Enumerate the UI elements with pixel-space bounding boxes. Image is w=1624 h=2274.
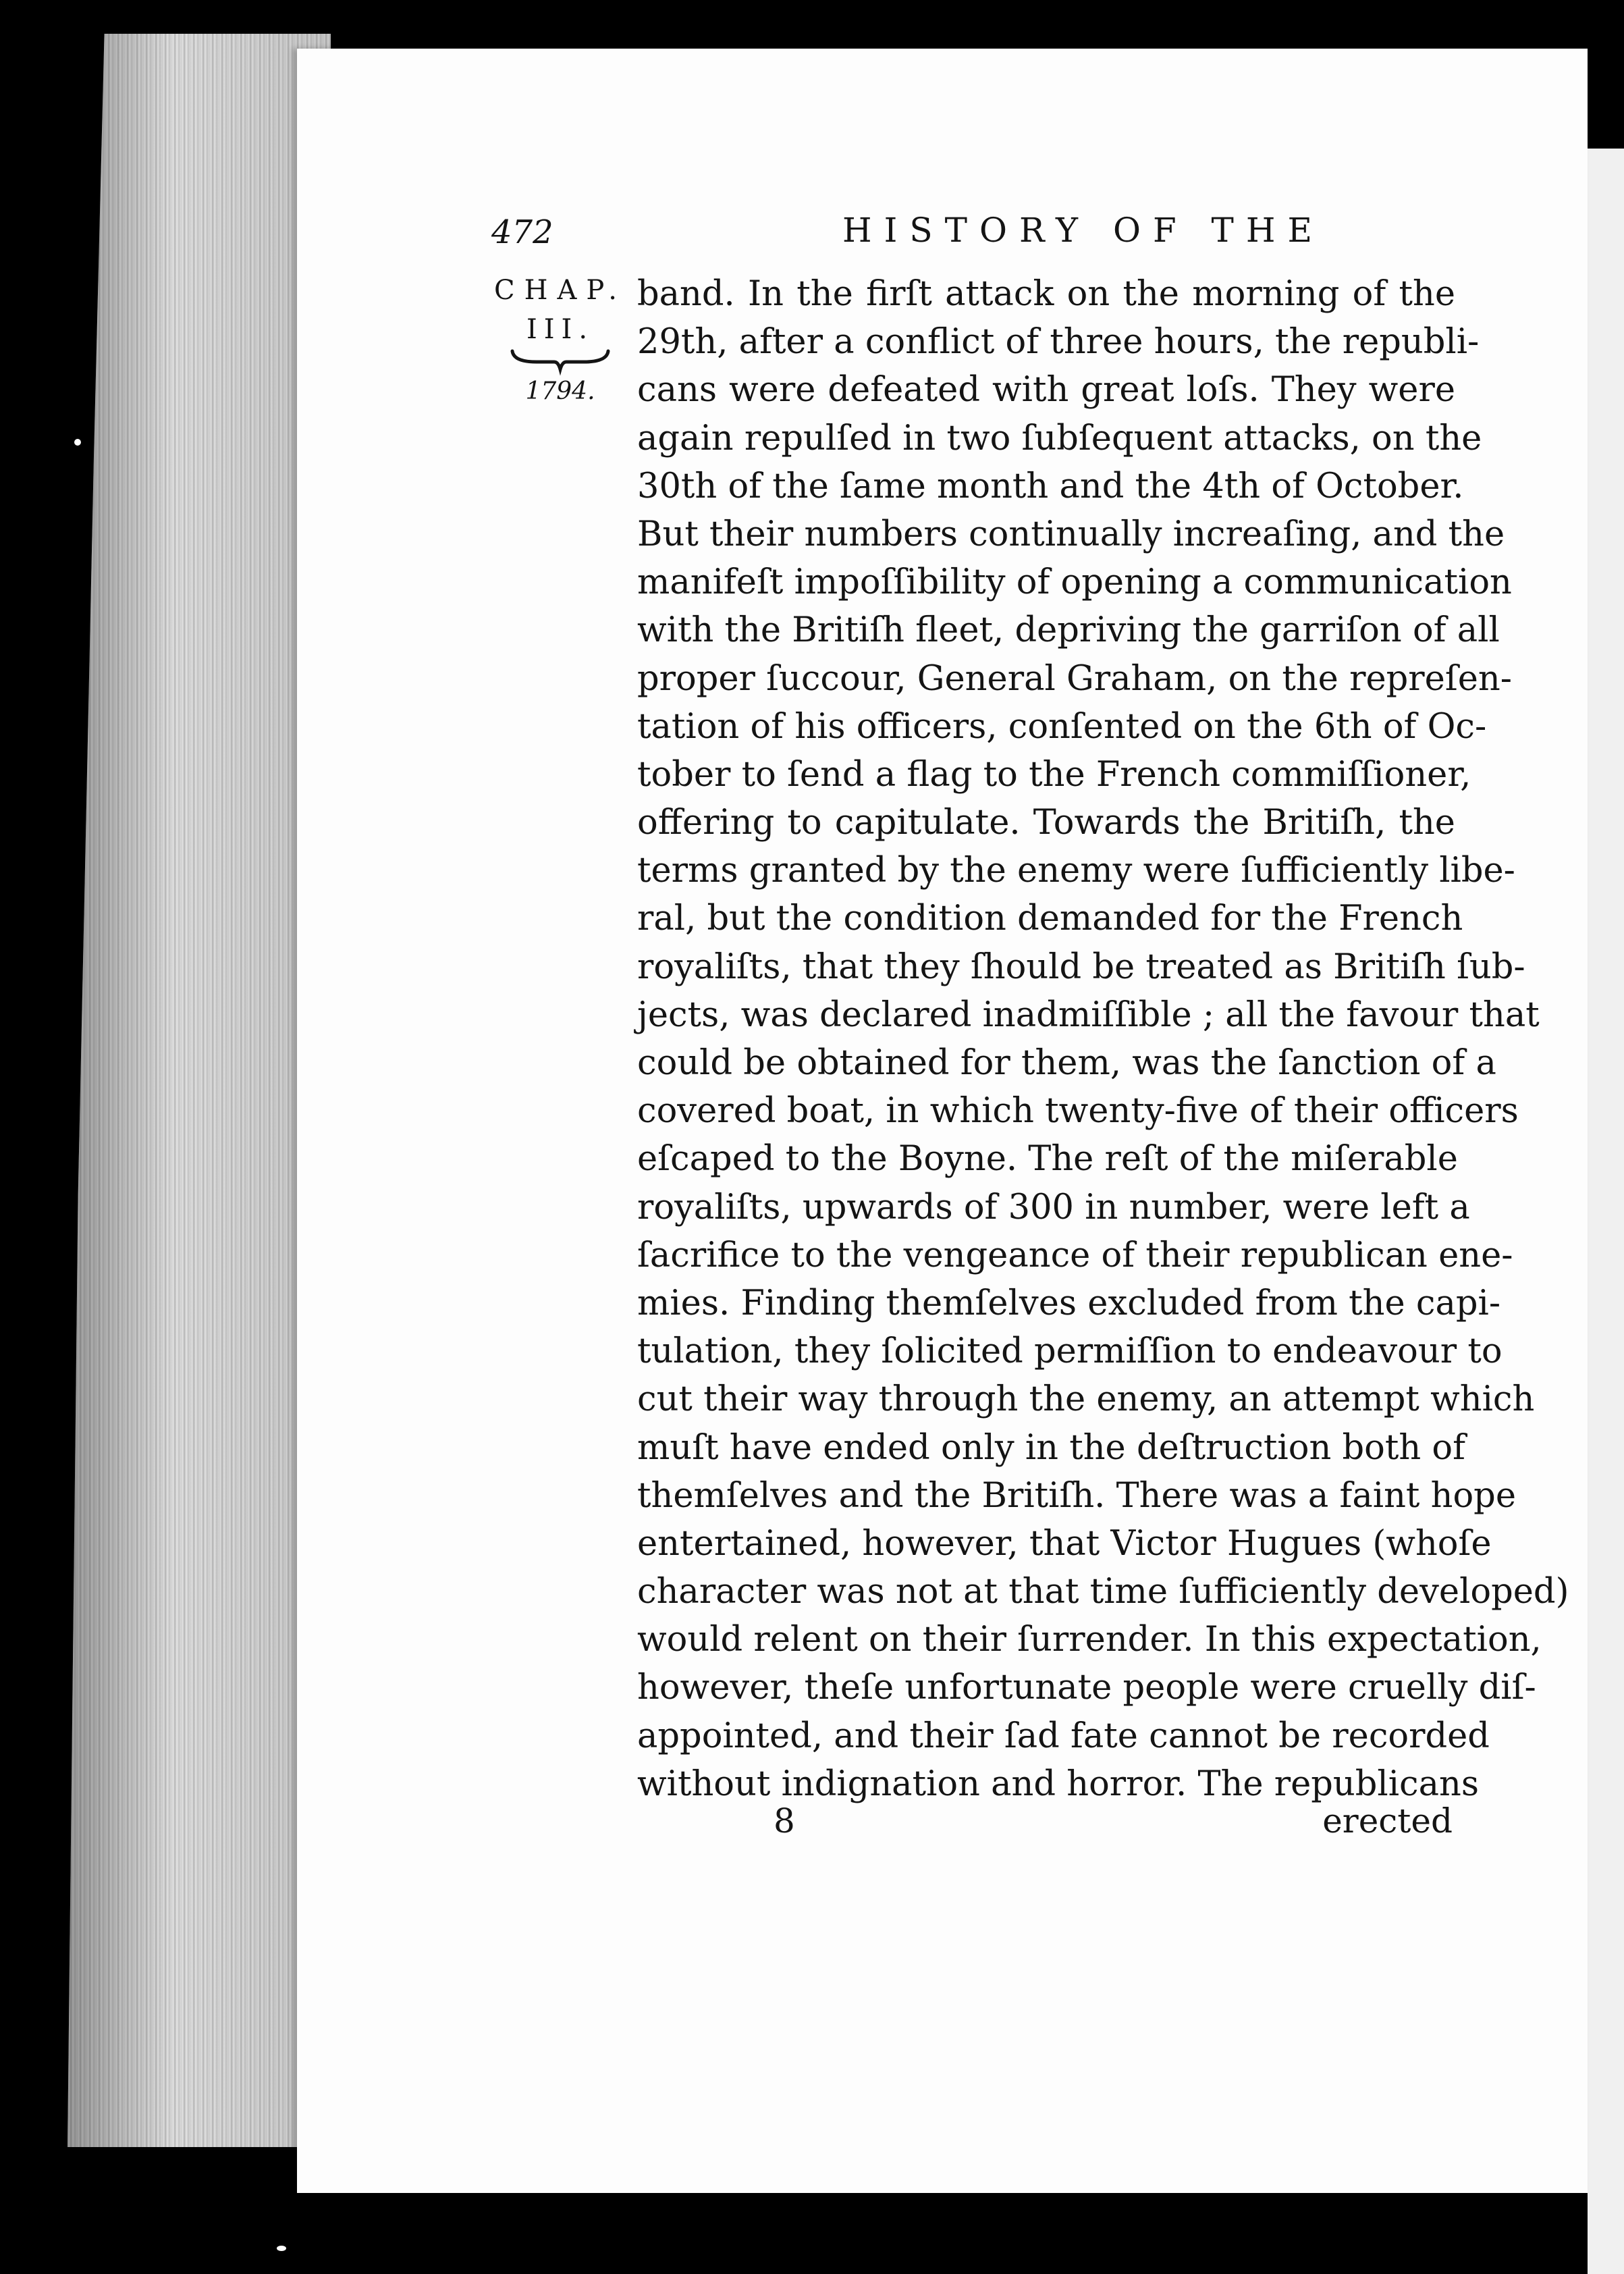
text-line: with the Britiſh fleet, depriving the garriſon of all <box>637 610 1500 651</box>
text-line: character was not at that time ſufficiently developed) <box>637 1572 1569 1612</box>
text-line: But their numbers continually increaſing, and the <box>637 514 1505 554</box>
facing-page-edge <box>1588 149 1624 2274</box>
text-line: band. In the firſt attack on the morning of the <box>637 274 1455 314</box>
text-line: again repulſed in two ſubſequent attacks, on the <box>637 418 1482 458</box>
text-line: manifeſt impoſſibility of opening a communication <box>637 562 1512 603</box>
text-line: without indignation and horror. The republicans <box>637 1764 1480 1804</box>
text-line: cut their way through the enemy, an attempt which <box>637 1379 1535 1420</box>
text-line: royaliſts, upwards of 300 in number, were left a <box>637 1187 1470 1227</box>
body-text <box>637 270 1569 1808</box>
text-line: tober to ſend a flag to the French commiſſioner, <box>637 754 1471 795</box>
text-line: 29th, after a conflict of three hours, the republi- <box>637 322 1480 363</box>
text-line: covered boat, in which twenty-five of their officers <box>637 1091 1519 1132</box>
chapter-label: CHAP. <box>494 275 626 306</box>
margin-year: 1794. <box>525 377 595 405</box>
text-line: tation of his officers, conſented on the 6th of Oc- <box>637 706 1487 747</box>
text-line: could be obtained for them, was the ſanction of a <box>637 1043 1496 1083</box>
text-line: would relent on their ſurrender. In this expectation, <box>637 1620 1542 1660</box>
text-line: royaliſts, that they ſhould be treated as Britiſh ſub- <box>637 947 1525 987</box>
text-line: muſt have ended only in the deſtruction both of <box>637 1427 1465 1468</box>
scan-speck <box>277 2246 286 2251</box>
running-head-title: HISTORY OF THE <box>842 211 1324 250</box>
text-line: however, theſe unfortunate people were cruelly diſ- <box>637 1668 1536 1708</box>
text-line: 30th of the ſame month and the 4th of October. <box>637 466 1464 506</box>
text-line: tulation, they ſolicited permiſſion to endeavour to <box>637 1331 1503 1372</box>
text-line: ſacrifice to the vengeance of their republican ene- <box>637 1235 1513 1275</box>
text-line: jects, was declared inadmiſſible ; all the favour that <box>637 995 1540 1035</box>
text-line: mies. Finding themſelves excluded from the capi- <box>637 1283 1501 1323</box>
brace-icon <box>510 348 611 371</box>
text-line: appointed, and their ſad fate cannot be recorded <box>637 1716 1490 1756</box>
running-head <box>491 211 1458 265</box>
text-line: offering to capitulate. Towards the Britiſh, the <box>637 803 1455 843</box>
scan-speck <box>74 439 81 446</box>
text-line: proper ſuccour, General Graham, on the repreſen- <box>637 658 1512 699</box>
text-line: eſcaped to the Boyne. The reſt of the miſerable <box>637 1139 1458 1180</box>
catchword: erected <box>1322 1801 1453 1841</box>
page-number: 472 <box>491 213 553 251</box>
chapter-number: III. <box>526 314 595 345</box>
text-line: themſelves and the Britiſh. There was a faint hope <box>637 1475 1516 1516</box>
signature-mark: 8 <box>774 1801 795 1841</box>
text-line: entertained, however, that Victor Hugues (whoſe <box>637 1523 1492 1564</box>
book-page-edges <box>67 34 331 2147</box>
text-line: terms granted by the enemy were ſufficiently libe- <box>637 851 1515 891</box>
margin-note <box>493 270 628 412</box>
text-line: cans were defeated with great loſs. They were <box>637 370 1455 411</box>
text-line: ral, but the condition demanded for the French <box>637 899 1463 939</box>
